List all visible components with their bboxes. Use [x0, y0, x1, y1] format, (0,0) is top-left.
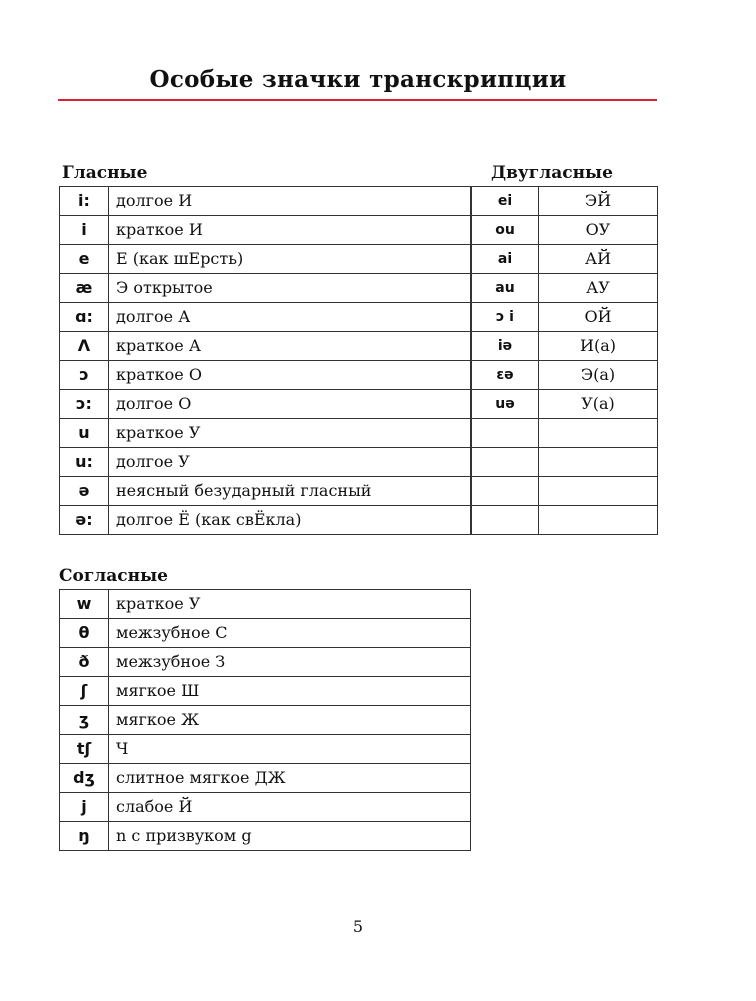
consonant-symbol: j [60, 793, 109, 822]
consonant-row [60, 706, 471, 735]
consonant-description: слабое Й [109, 793, 471, 822]
diphthongs-heading: Двугласные [491, 163, 613, 183]
consonant-symbol: ʃ [60, 677, 109, 706]
vowel-description: долгое Ё (как свЁкла) [109, 506, 471, 535]
diphthong-row [472, 274, 658, 303]
diphthong-row [472, 245, 658, 274]
consonant-description: межзубное С [109, 619, 471, 648]
diphthong-row [472, 216, 658, 245]
consonant-symbol: tʃ [60, 735, 109, 764]
diphthong-symbol: uə [472, 390, 539, 419]
diphthong-symbol [472, 419, 539, 448]
vowel-row [60, 419, 471, 448]
diphthong-row [472, 419, 658, 448]
consonant-description: n с призвуком g [109, 822, 471, 851]
consonant-row [60, 793, 471, 822]
diphthong-description: У(а) [539, 390, 658, 419]
diphthong-symbol: ɔ i [472, 303, 539, 332]
page-title: Особые значки транскрипции [149, 66, 567, 93]
consonant-symbol: dʒ [60, 764, 109, 793]
diphthong-description: И(а) [539, 332, 658, 361]
vowel-symbol: ɑ: [60, 303, 109, 332]
diphthongs-table [471, 186, 658, 535]
vowel-row [60, 506, 471, 535]
vowel-row [60, 390, 471, 419]
vowel-row [60, 187, 471, 216]
consonant-row [60, 677, 471, 706]
diphthong-row [472, 390, 658, 419]
vowel-description: краткое О [109, 361, 471, 390]
consonant-description: мягкое Ш [109, 677, 471, 706]
diphthong-row [472, 361, 658, 390]
vowel-description: долгое О [109, 390, 471, 419]
consonant-symbol: ŋ [60, 822, 109, 851]
diphthong-description: АЙ [539, 245, 658, 274]
consonant-row [60, 735, 471, 764]
consonant-description: слитное мягкое ДЖ [109, 764, 471, 793]
vowel-row [60, 303, 471, 332]
consonant-row [60, 590, 471, 619]
diphthong-symbol [472, 477, 539, 506]
diphthong-symbol: ɛə [472, 361, 539, 390]
diphthong-description [539, 419, 658, 448]
vowel-symbol: u [60, 419, 109, 448]
vowel-symbol: ə [60, 477, 109, 506]
vowel-symbol: i [60, 216, 109, 245]
consonant-symbol: ð [60, 648, 109, 677]
consonant-row [60, 764, 471, 793]
consonant-symbol: w [60, 590, 109, 619]
consonant-description: Ч [109, 735, 471, 764]
vowel-description: краткое И [109, 216, 471, 245]
vowel-symbol: Λ [60, 332, 109, 361]
vowel-row [60, 361, 471, 390]
diphthong-row [472, 332, 658, 361]
vowel-row [60, 477, 471, 506]
diphthong-description: ЭЙ [539, 187, 658, 216]
diphthong-row [472, 187, 658, 216]
diphthong-symbol [472, 448, 539, 477]
consonants-heading: Согласные [59, 566, 168, 586]
consonant-symbol: θ [60, 619, 109, 648]
diphthong-description: Э(а) [539, 361, 658, 390]
vowel-row [60, 216, 471, 245]
diphthong-row [472, 477, 658, 506]
title-divider [58, 99, 657, 101]
vowel-description: Э открытое [109, 274, 471, 303]
consonant-symbol: ʒ [60, 706, 109, 735]
vowel-description: неясный безударный гласный [109, 477, 471, 506]
consonant-description: краткое У [109, 590, 471, 619]
vowel-symbol: e [60, 245, 109, 274]
consonant-row [60, 822, 471, 851]
vowels-heading: Гласные [62, 163, 148, 183]
diphthong-symbol: ou [472, 216, 539, 245]
diphthong-description: АУ [539, 274, 658, 303]
vowels-table [59, 186, 471, 535]
page-number: 5 [352, 917, 364, 936]
consonant-description: мягкое Ж [109, 706, 471, 735]
vowel-description: долгое И [109, 187, 471, 216]
diphthong-description [539, 448, 658, 477]
vowel-description: краткое А [109, 332, 471, 361]
diphthong-symbol: ai [472, 245, 539, 274]
diphthong-symbol: au [472, 274, 539, 303]
diphthong-row [472, 303, 658, 332]
vowel-row [60, 245, 471, 274]
vowel-symbol: i: [60, 187, 109, 216]
vowel-symbol: ə: [60, 506, 109, 535]
vowel-description: краткое У [109, 419, 471, 448]
consonant-row [60, 648, 471, 677]
diphthong-description [539, 506, 658, 535]
diphthong-description: ОУ [539, 216, 658, 245]
diphthong-symbol [472, 506, 539, 535]
vowel-symbol: ɔ: [60, 390, 109, 419]
vowel-row [60, 332, 471, 361]
vowel-description: долгое А [109, 303, 471, 332]
diphthong-description [539, 477, 658, 506]
vowel-row [60, 448, 471, 477]
vowel-description: Е (как шЕрсть) [109, 245, 471, 274]
diphthong-symbol: iə [472, 332, 539, 361]
vowel-row [60, 274, 471, 303]
consonants-table [59, 589, 471, 851]
consonant-row [60, 619, 471, 648]
diphthong-row [472, 448, 658, 477]
diphthong-description: ОЙ [539, 303, 658, 332]
vowel-symbol: ɔ [60, 361, 109, 390]
diphthong-row [472, 506, 658, 535]
vowel-description: долгое У [109, 448, 471, 477]
consonant-description: межзубное З [109, 648, 471, 677]
vowel-symbol: u: [60, 448, 109, 477]
vowel-symbol: æ [60, 274, 109, 303]
diphthong-symbol: ei [472, 187, 539, 216]
